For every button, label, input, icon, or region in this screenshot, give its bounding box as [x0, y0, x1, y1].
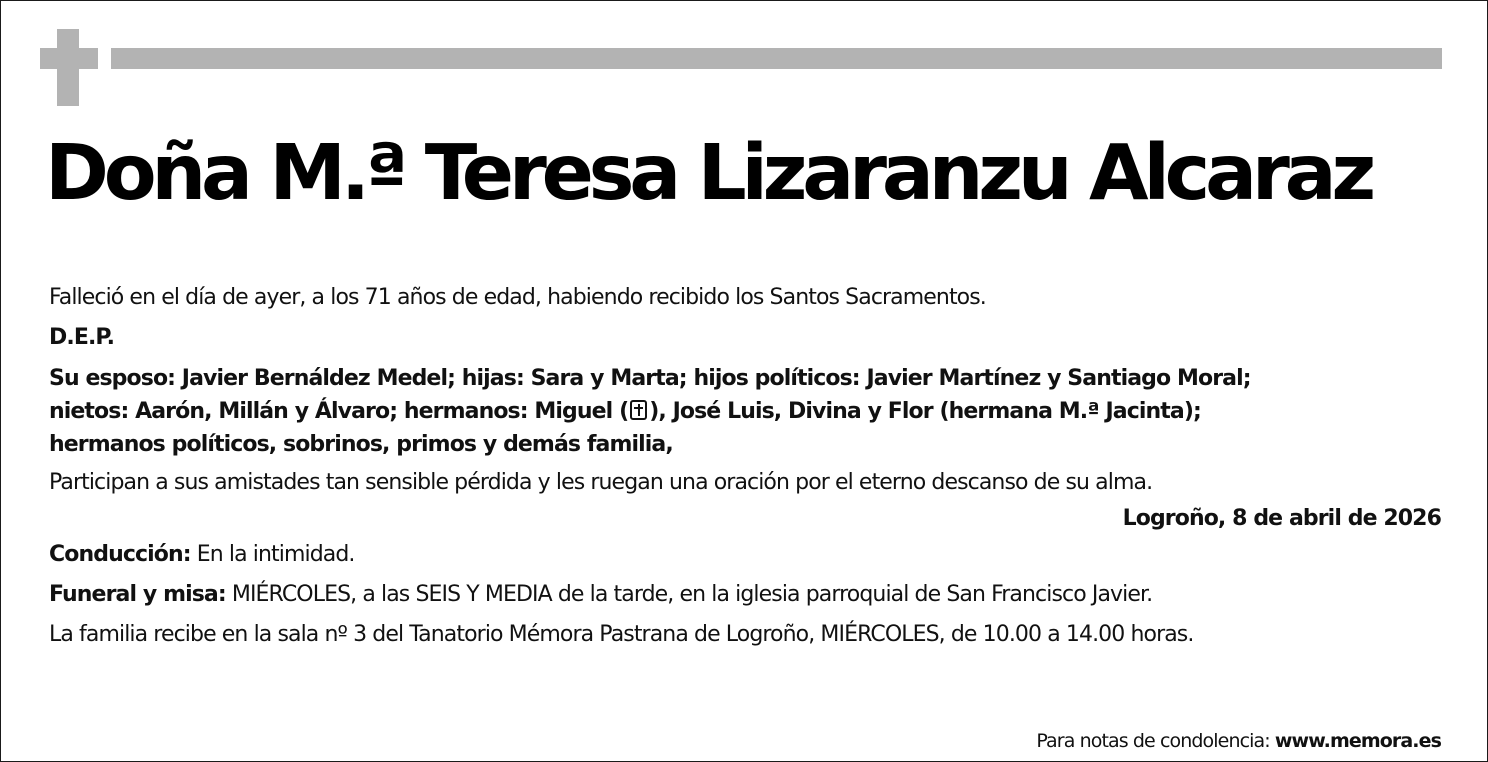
obituary-body	[49, 284, 1441, 649]
family-line-2-start: nietos: Aarón, Millán y Álvaro; hermanos: Miguel (	[49, 399, 629, 424]
cross-icon	[40, 29, 98, 106]
conduccion-line	[49, 541, 1441, 569]
deceased-cross-icon	[630, 400, 647, 420]
family-line-2	[49, 395, 1441, 428]
deceased-name: Doña M.ª Teresa Lizaranzu Alcaraz	[45, 129, 1371, 218]
family-line-1: Su esposo: Javier Bernáldez Medel; hijas: Sara y Marta; hijos políticos: Javier Martínez y Santiago Moral;	[49, 366, 1251, 391]
family-line-2-end: ), José Luis, Divina y Flor (hermana M.ª Jacinta);	[649, 399, 1201, 424]
funeral-text: MIÉRCOLES, a las SEIS Y MEDIA de la tarde, en la iglesia parroquial de San Francisco Javier.	[225, 582, 1153, 607]
family-line-3: hermanos políticos, sobrinos, primos y demás familia,	[49, 432, 673, 457]
family-list	[49, 362, 1441, 461]
condolence-link[interactable]: www.memora.es	[1274, 730, 1441, 752]
death-notice-text: Falleció en el día de ayer, a los 71 años de edad, habiendo recibido los Santos Sacramentos.	[49, 285, 986, 310]
header-rule	[111, 48, 1442, 69]
place-date: Logroño, 8 de abril de 2026	[1122, 506, 1441, 531]
funeral-line	[49, 581, 1441, 609]
conduccion-text: En la intimidad.	[190, 542, 355, 567]
rest-in-peace: D.E.P.	[49, 325, 115, 350]
condolence-footer	[1036, 728, 1441, 754]
conduccion-label: Conducción:	[49, 542, 191, 567]
funeral-label: Funeral y misa:	[49, 582, 226, 607]
condolence-label: Para notas de condolencia:	[1036, 730, 1275, 752]
participation-text: Participan a sus amistades tan sensible pérdida y les ruegan una oración por el eterno descanso de su alma.	[49, 470, 1153, 495]
tanatorio-text: La familia recibe en la sala nº 3 del Tanatorio Mémora Pastrana de Logroño, MIÉRCOLES, de 10.00 a 14.00 horas.	[49, 622, 1194, 647]
